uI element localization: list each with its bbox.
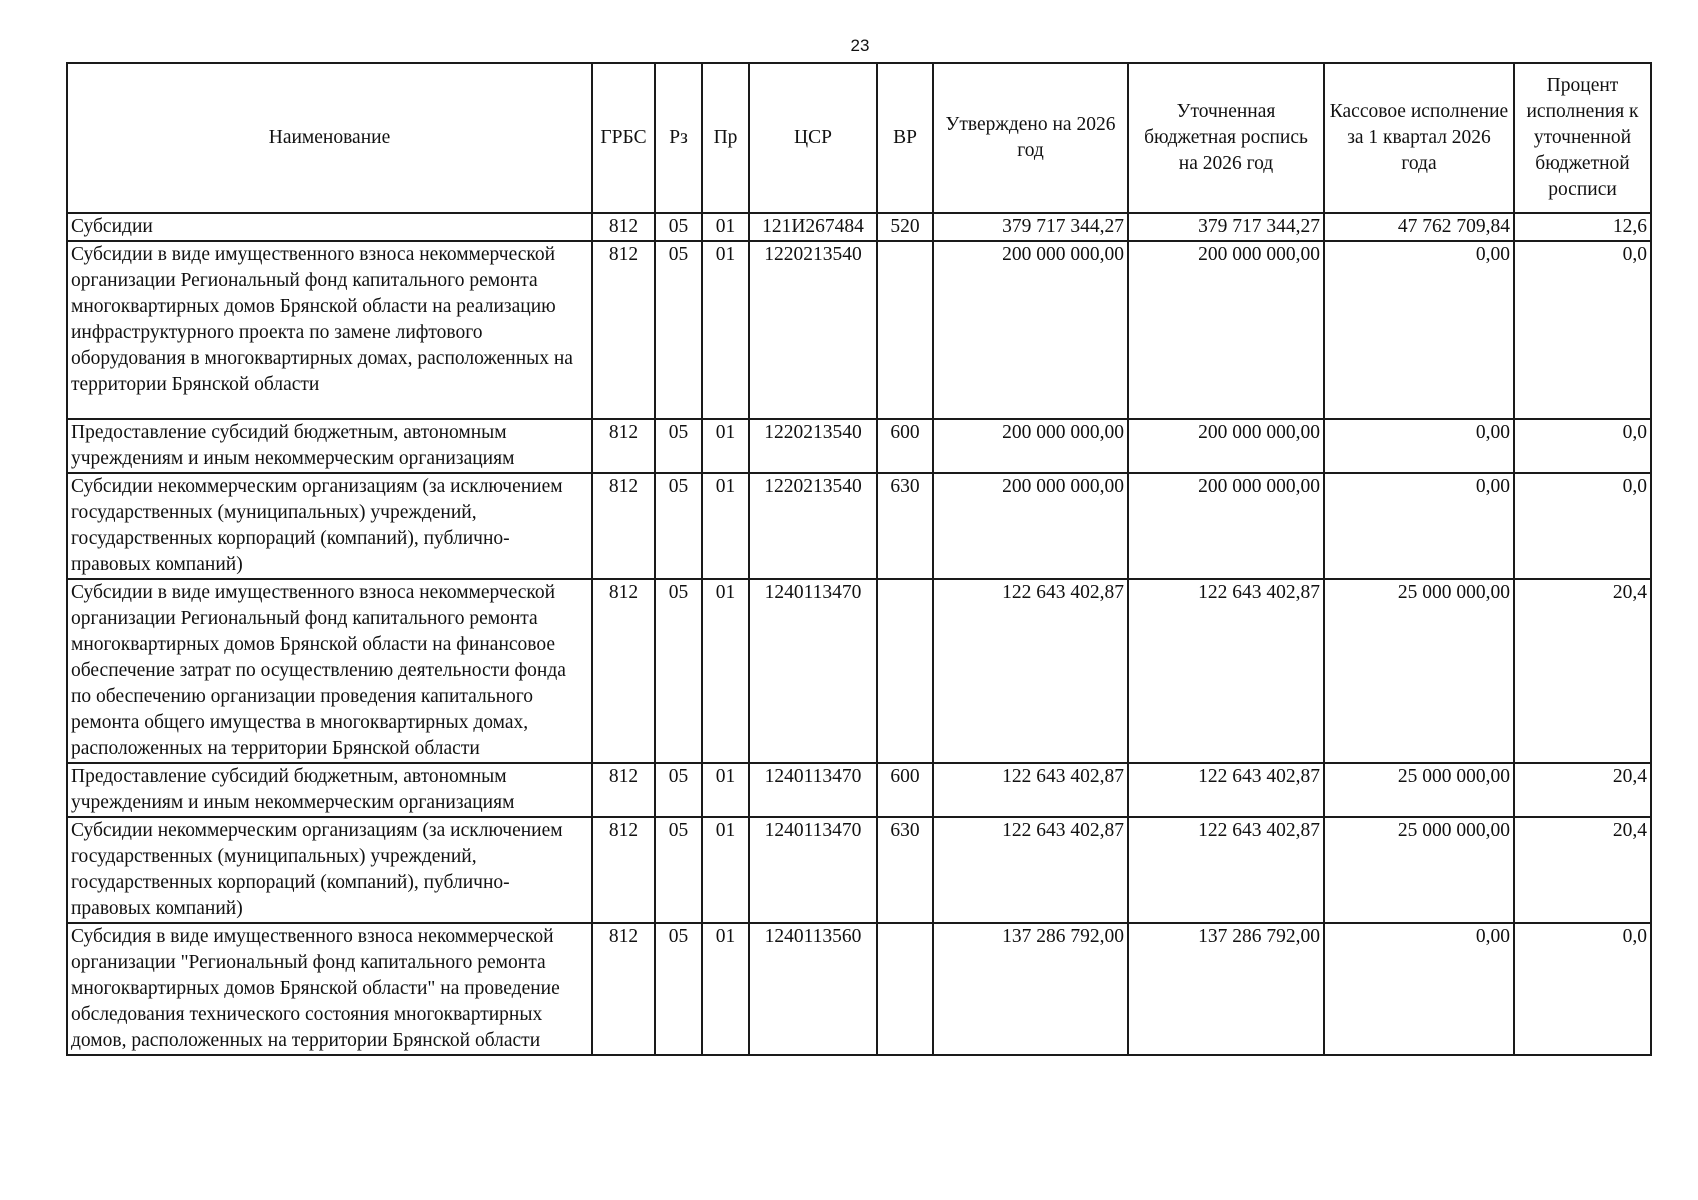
table-row [67,213,1651,241]
cell-cash-execution: 0,00 [1324,923,1514,1055]
cell-vr [877,579,933,763]
header-pr: Пр [702,63,749,213]
table-row [67,473,1651,579]
cell-pr: 01 [702,473,749,579]
cell-pr: 01 [702,241,749,419]
cell-grbs: 812 [592,473,655,579]
cell-name: Субсидии [67,213,592,241]
cell-refined: 379 717 344,27 [1128,213,1324,241]
cell-cash-execution: 25 000 000,00 [1324,763,1514,817]
header-csr: ЦСР [749,63,877,213]
cell-name: Субсидии в виде имущественного взноса некоммерческой организации Региональный фонд капитального ремонта многоквартирных домов Брянской области на реализацию инфраструктурного проекта по замене лифтового оборудования в многоквартирных домах, расположенных на территории Брянской области [67,241,592,419]
cell-percent: 0,0 [1514,419,1651,473]
cell-approved: 137 286 792,00 [933,923,1128,1055]
cell-rz: 05 [655,763,702,817]
cell-grbs: 812 [592,419,655,473]
header-cash-execution: Кассовое исполнение за 1 квартал 2026 года [1324,63,1514,213]
cell-cash-execution: 47 762 709,84 [1324,213,1514,241]
header-name: Наименование [67,63,592,213]
cell-vr: 600 [877,763,933,817]
cell-percent: 20,4 [1514,817,1651,923]
cell-grbs: 812 [592,817,655,923]
cell-rz: 05 [655,817,702,923]
header-approved: Утверждено на 2026 год [933,63,1128,213]
cell-rz: 05 [655,419,702,473]
cell-approved: 379 717 344,27 [933,213,1128,241]
cell-refined: 122 643 402,87 [1128,763,1324,817]
cell-grbs: 812 [592,763,655,817]
cell-cash-execution: 0,00 [1324,241,1514,419]
cell-grbs: 812 [592,579,655,763]
cell-name: Субсидия в виде имущественного взноса некоммерческой организации "Региональный фонд капитального ремонта многоквартирных домов Брянской области" на проведение обследования технического состояния многоквартирных домов, расположенных на территории Брянской области [67,923,592,1055]
cell-name: Предоставление субсидий бюджетным, автономным учреждениям и иным некоммерческим организациям [67,419,592,473]
cell-approved: 122 643 402,87 [933,817,1128,923]
cell-csr: 1240113560 [749,923,877,1055]
cell-vr: 520 [877,213,933,241]
cell-percent: 0,0 [1514,241,1651,419]
cell-csr: 1220213540 [749,473,877,579]
cell-csr: 1240113470 [749,817,877,923]
cell-name: Субсидии в виде имущественного взноса некоммерческой организации Региональный фонд капитального ремонта многоквартирных домов Брянской области на финансовое обеспечение затрат по осуществлению деятельности фонда по обеспечению организации проведения капитального ремонта общего имущества в многоквартирных домах, расположенных на территории Брянской области [67,579,592,763]
header-percent: Процент исполнения к уточненной бюджетной росписи [1514,63,1651,213]
table-row [67,579,1651,763]
cell-name: Субсидии некоммерческим организациям (за исключением государственных (муниципальных) учреждений, государственных корпораций (компаний), публично-правовых компаний) [67,817,592,923]
cell-pr: 01 [702,213,749,241]
page-number: 23 [850,36,870,55]
header-rz: Рз [655,63,702,213]
cell-refined: 200 000 000,00 [1128,473,1324,579]
cell-pr: 01 [702,817,749,923]
cell-refined: 200 000 000,00 [1128,241,1324,419]
cell-rz: 05 [655,579,702,763]
cell-vr: 600 [877,419,933,473]
cell-pr: 01 [702,763,749,817]
cell-grbs: 812 [592,213,655,241]
cell-cash-execution: 25 000 000,00 [1324,817,1514,923]
cell-csr: 1240113470 [749,579,877,763]
cell-refined: 137 286 792,00 [1128,923,1324,1055]
cell-approved: 200 000 000,00 [933,241,1128,419]
cell-grbs: 812 [592,923,655,1055]
table-header-row [67,63,1651,213]
cell-cash-execution: 25 000 000,00 [1324,579,1514,763]
table-row [67,763,1651,817]
cell-approved: 122 643 402,87 [933,579,1128,763]
cell-name: Субсидии некоммерческим организациям (за исключением государственных (муниципальных) учреждений, государственных корпораций (компаний), публично-правовых компаний) [67,473,592,579]
cell-refined: 122 643 402,87 [1128,579,1324,763]
cell-percent: 12,6 [1514,213,1651,241]
cell-csr: 1240113470 [749,763,877,817]
cell-approved: 200 000 000,00 [933,419,1128,473]
table-row [67,817,1651,923]
cell-rz: 05 [655,923,702,1055]
cell-cash-execution: 0,00 [1324,419,1514,473]
cell-grbs: 812 [592,241,655,419]
cell-cash-execution: 0,00 [1324,473,1514,579]
cell-vr [877,241,933,419]
cell-pr: 01 [702,419,749,473]
cell-vr [877,923,933,1055]
cell-csr: 121И267484 [749,213,877,241]
cell-percent: 0,0 [1514,473,1651,579]
cell-rz: 05 [655,473,702,579]
header-grbs: ГРБС [592,63,655,213]
cell-refined: 200 000 000,00 [1128,419,1324,473]
header-refined: Уточненная бюджетная роспись на 2026 год [1128,63,1324,213]
budget-table [66,62,1652,1056]
cell-pr: 01 [702,579,749,763]
cell-approved: 200 000 000,00 [933,473,1128,579]
cell-percent: 0,0 [1514,923,1651,1055]
cell-percent: 20,4 [1514,763,1651,817]
table-row [67,241,1651,419]
cell-vr: 630 [877,817,933,923]
table-row [67,419,1651,473]
cell-csr: 1220213540 [749,419,877,473]
cell-percent: 20,4 [1514,579,1651,763]
cell-refined: 122 643 402,87 [1128,817,1324,923]
cell-approved: 122 643 402,87 [933,763,1128,817]
table-row [67,923,1651,1055]
cell-name: Предоставление субсидий бюджетным, автономным учреждениям и иным некоммерческим организациям [67,763,592,817]
header-vr: ВР [877,63,933,213]
cell-pr: 01 [702,923,749,1055]
cell-rz: 05 [655,241,702,419]
cell-csr: 1220213540 [749,241,877,419]
cell-vr: 630 [877,473,933,579]
cell-rz: 05 [655,213,702,241]
